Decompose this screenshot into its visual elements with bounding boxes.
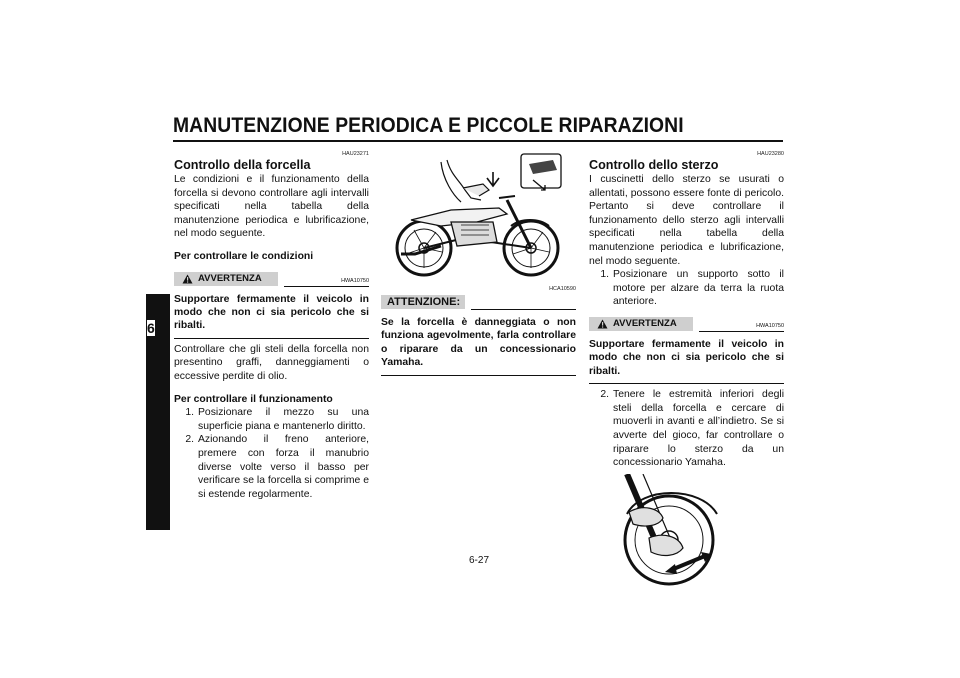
column-caution	[381, 150, 576, 380]
steering-illustration	[589, 474, 784, 586]
warning-code: HWA10750	[756, 322, 784, 329]
step-text: Posizionare il mezzo su una superficie piana e mantenerlo diritto.	[198, 407, 369, 432]
warning-triangle-icon	[597, 319, 608, 329]
section-code: HAU23280	[757, 151, 784, 157]
warning-code: HWA10750	[341, 277, 369, 284]
caution-end-rule	[381, 375, 576, 376]
step-number: 2.	[185, 434, 194, 446]
warning-text: Supportare fermamente il veicolo in modo che non ci sia pericolo che si ribalti.	[174, 293, 369, 332]
caution-badge: ATTENZIONE:	[381, 295, 465, 309]
warning-end-rule	[174, 338, 369, 339]
subheading-operation: Per controllare il funzionamento	[174, 393, 333, 405]
page-title: MANUTENZIONE PERIODICA E PICCOLE RIPARAZIONI	[173, 114, 684, 137]
warning-rule	[699, 331, 784, 332]
warning-text: Supportare fermamente il veicolo in modo che non ci sia pericolo che si ribalti.	[589, 338, 784, 377]
section-heading-fork: Controllo della forcella	[174, 158, 311, 172]
fork-steps	[174, 406, 369, 501]
column-fork-check	[174, 150, 369, 501]
section-heading-steering: Controllo dello sterzo	[589, 158, 719, 172]
step-text: Posizionare un supporto sotto il motore per alzare da terra la ruota anteriore.	[613, 269, 784, 308]
steering-check-figure	[589, 474, 784, 586]
warning-badge	[174, 272, 278, 286]
list-item	[174, 406, 369, 433]
caution-header	[381, 295, 576, 310]
fork-intro: Le condizioni e il funzionamento della forcella si devono controllare agli intervalli specificati nella tabella della manutenzione periodica e lubrificazione, nel modo seguente.	[174, 174, 369, 240]
chapter-tab-number: 6	[147, 320, 155, 336]
warning-rule	[284, 286, 369, 287]
warning-label: AVVERTENZA	[198, 272, 262, 284]
step-number: 1.	[600, 269, 609, 281]
steering-intro: I cuscinetti dello sterzo se usurati o allentati, possono essere fonte di pericolo. Pertanto si deve controllare il funzionamento dello sterzo agli intervalli specificati nella tabella della manutenzione periodica e lubrificazione, nel modo seguente.	[589, 174, 784, 267]
fork-check-text: Controllare che gli steli della forcella non presentino graffi, danneggiamenti o eccessive perdite di olio.	[174, 343, 369, 382]
warning-header	[589, 317, 784, 332]
caution-rule	[471, 309, 576, 310]
warning-label: AVVERTENZA	[613, 317, 677, 329]
warning-header	[174, 272, 369, 287]
warning-end-rule	[589, 383, 784, 384]
list-item	[589, 388, 784, 470]
caution-text: Se la forcella è danneggiata o non funziona agevolmente, farla controllare o riparare da un concessionario Yamaha.	[381, 317, 576, 369]
step-number: 1.	[185, 407, 194, 419]
column-steering-check	[589, 150, 784, 586]
list-item	[589, 268, 784, 309]
title-rule	[173, 140, 783, 142]
motorcycle-fork-figure	[381, 150, 576, 285]
caution-code: HCA10590	[549, 286, 576, 292]
warning-triangle-icon	[182, 274, 193, 284]
section-code: HAU23271	[342, 151, 369, 157]
step-text: Tenere le estremità inferiori degli steli della forcella e cercare di muoverli in avanti e all’indietro. Se si avverte del gioco, far controllare o riparare lo sterzo da un concessionario Yamaha.	[613, 389, 784, 469]
list-item	[174, 433, 369, 501]
subheading-conditions: Per controllare le condizioni	[174, 250, 314, 262]
page-number: 6-27	[469, 555, 490, 566]
warning-badge	[589, 317, 693, 331]
motorcycle-illustration	[381, 150, 576, 285]
step-number: 2.	[600, 389, 609, 401]
step-text: Azionando il freno anteriore, premere con forza il manubrio diverse volte verso il basso per verificare se la forcella si comprime e si estende regolarmente.	[198, 434, 369, 500]
